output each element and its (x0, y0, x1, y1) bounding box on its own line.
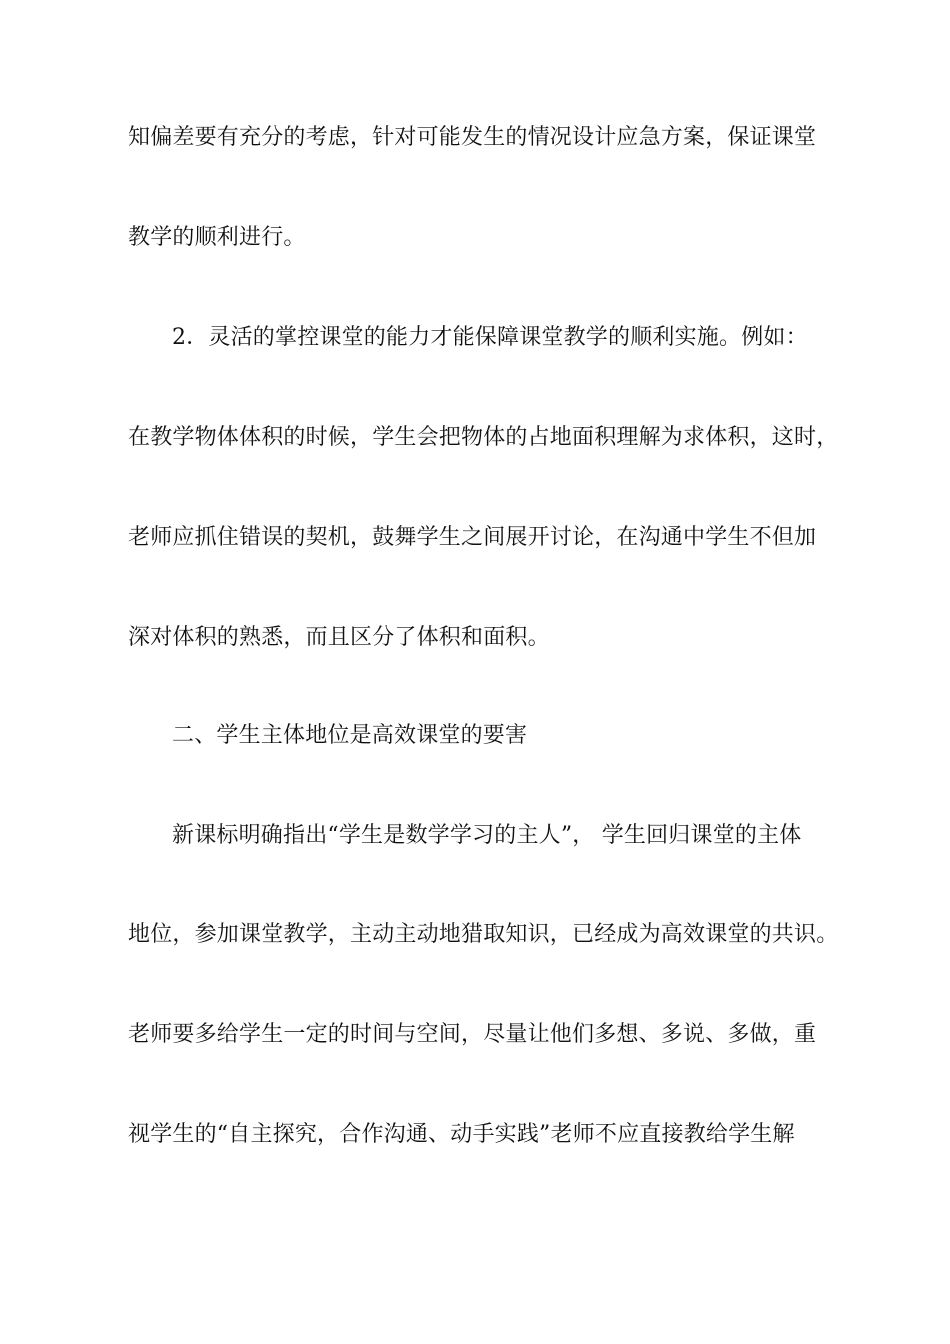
section-heading: 二、学生主体地位是高效课堂的要害 (172, 723, 528, 748)
text-line-2: 教学的顺利进行。 (128, 225, 306, 250)
text-line-11: 视学生的“自主探究，合作沟通、动手实践”老师不应直接教给学生解 (128, 1122, 795, 1147)
text-line-10: 老师要多给学生一定的时间与空间，尽量让他们多想、多说、多做，重 (128, 1022, 817, 1047)
text-line-6: 深对体积的熟悉，而且区分了体积和面积。 (128, 625, 550, 650)
text-line-8: 新课标明确指出“学生是数学学习的主人”， 学生回归课堂的主体 (172, 823, 802, 848)
text-line-9: 地位，参加课堂教学，主动主动地猎取知识，已经成为高效课堂的共识。 (128, 922, 839, 947)
text-line-4: 在教学物体体积的时候，学生会把物体的占地面积理解为求体积，这时， (128, 425, 839, 450)
text-line-5: 老师应抓住错误的契机，鼓舞学生之间展开讨论，在沟通中学生不但加 (128, 525, 817, 550)
text-line-3: 2．灵活的掌控课堂的能力才能保障课堂教学的顺利实施。例如： (172, 325, 808, 350)
text-line-1: 知偏差要有充分的考虑，针对可能发生的情况设计应急方案，保证课堂 (128, 125, 817, 150)
